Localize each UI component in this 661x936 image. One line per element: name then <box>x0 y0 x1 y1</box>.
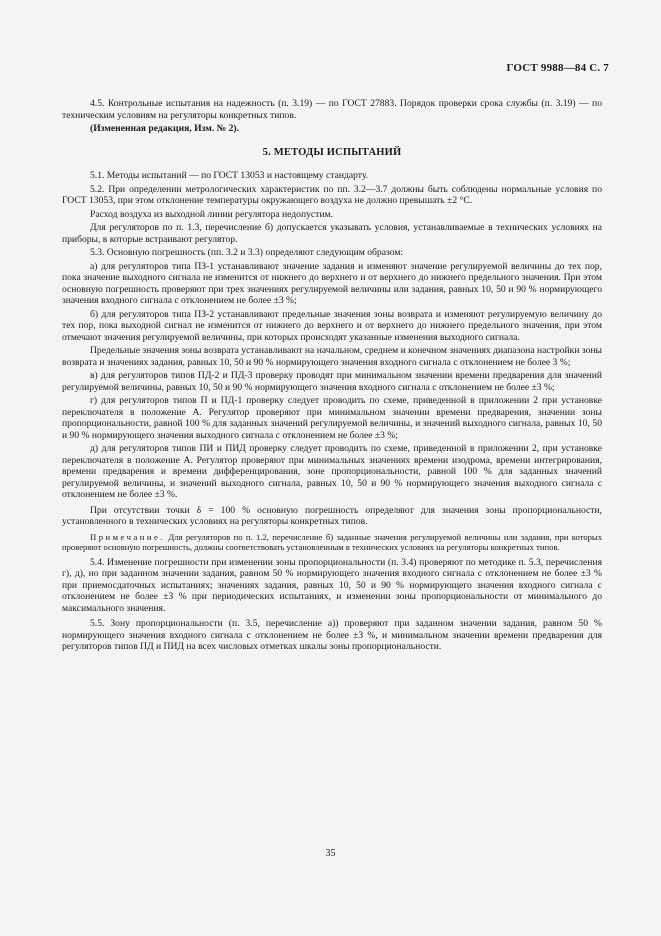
item-a: а) для регуляторов типа ПЗ-1 устанавливают значение задания и изменяют значение регулируемой величины до тех пор, пока значение выходного сигнала не изменится от нижнего до верхнего и от верхнего до нижнего предельного значения. При этом основную погрешность проверяют при трех значениях регулируемой величины или задания, равных 10, 50 и 90 % нормирующего значения входного сигнала с отклонением не более ±3 %; <box>62 260 602 306</box>
paragraph-delta: При отсутствии точки δ = 100 % основную погрешность определяют для значения зоны пропорциональности, установленного в технических условиях на регуляторы конкретных типов. <box>62 504 602 527</box>
edit-note: (Измененная редакция, Изм. № 2). <box>90 123 240 134</box>
paragraph-limits: Предельные значения зоны возврата устанавливают на начальном, среднем и конечном значениях диапазона настройки зоны возврата и значениях задания, равных 10, 50 и 90 % нормирующего значения входного сигнала с отклонением не более 3 %; <box>62 345 602 368</box>
item-v: в) для регуляторов типов ПД-2 и ПД-3 проверку проводят при минимальном значении времени предварения для значений регулируемой величины, равных 10, 50 и 90 % нормирующего значения входного сигнала с отклонением не более ±3 %; <box>62 370 602 393</box>
paragraph-5-3: 5.3. Основную погрешность (пп. 3.2 и 3.3) определяют следующим образом: <box>90 247 404 258</box>
paragraph-5-4: 5.4. Изменение погрешности при изменении зоны пропорциональности (п. 3.4) проверяют по методике п. 5.3, перечисления г), д), но при заданном значении задания, равном 50 % нормирующего значения входного сигнала с отклонением не более ±3 % при приемосдаточных испытаниях; значениях задания, равных 10, 50 и 90 % нормирующего значения входного сигнала с отклонением не более ±3 % при периодических испытаниях, и изменении зоны пропорциональности от минимального до максимального значения. <box>62 556 602 614</box>
page-header: ГОСТ 9988—84 С. 7 <box>506 62 609 74</box>
paragraph-5-2: 5.2. При определении метрологических характеристик по пп. 3.2—3.7 должны быть соблюдены нормальные условия по ГОСТ 13053, при этом отклонение температуры окружающего воздуха не должно превышать ±2 °С. <box>62 183 602 206</box>
item-b: б) для регуляторов типа ПЗ-2 устанавливают предельные значения зоны возврата и изменяют регулируемую величину до тех пор, пока выходной сигнал не изменится от нижнего до верхнего и от верхнего до нижнего предельного значения, при этом отмечают значения регулируемой величины, при которых происходят указанные изменения выходного сигнала. <box>62 308 602 343</box>
note <box>62 532 602 553</box>
paragraph-air-flow: Расход воздуха из выходной линии регулятора недопустим. <box>90 208 333 220</box>
paragraph-5-5: 5.5. Зону пропорциональности (п. 3.5, перечисление а)) проверяют при заданном значении задания, равном 50 % нормирующего значения входного сигнала с отклонением не более ±3 %, и минимальном значении времени предварения для регуляторов типов ПД и ПИД на всех числовых отметках шкалы зоны пропорциональности. <box>62 618 602 653</box>
item-d: д) для регуляторов типов ПИ и ПИД проверку следует проводить по схеме, приведенной в приложении 2, при установке переключателя в положение А. Регулятор проверяют при минимальных значениях времени изодрома, времени интегрирования, времени предварения и времени дифференцирования, зоне пропорциональности, равной 100 % для заданных значений регулируемой величины, и значений выходного сигнала, равных 10, 50 и 90 % нормирующего значения выходного сигнала с отклонением не более ±3 %. <box>62 443 602 500</box>
page-content <box>62 98 602 655</box>
item-g: г) для регуляторов типов П и ПД-1 проверку следует проводить по схеме, приведенной в приложении 2 при установке переключателя в положение А. Регулятор проверяют при минимальном значении времени предварения, значении зоны пропорциональности, равной 100 % для заданных значений регулируемой величины, и значений выходного сигнала, равных 10, 50 и 90 % нормирующего значения выходного сигнала с отклонением не более ±3 %; <box>62 395 602 441</box>
page-number: 35 <box>325 848 336 859</box>
paragraph-5-1: 5.1. Методы испытаний — по ГОСТ 13053 и настоящему стандарту. <box>90 170 369 181</box>
note-text: Для регуляторов по п. 1.2, перечисление б) заданные значения регулируемой величины или задания, при которых проверяют основную погрешность, должны соответствовать установленным в технических условиях на регуляторы конкретных типов. <box>62 531 602 553</box>
note-label: Примечание. <box>90 531 165 542</box>
paragraph-4-5: 4.5. Контрольные испытания на надежность (п. 3.19) — по ГОСТ 27883. Порядок проверки срока службы (п. 3.19) — по техническим условиям на регуляторы конкретных типов. <box>62 98 602 121</box>
paragraph-regulators: Для регуляторов по п. 1.3, перечисление б) допускается указывать условия, устанавливаемые в технических условиях на приборы, в которые встраивают регулятор. <box>62 222 602 245</box>
section-title: 5. МЕТОДЫ ИСПЫТАНИЙ <box>262 146 402 158</box>
